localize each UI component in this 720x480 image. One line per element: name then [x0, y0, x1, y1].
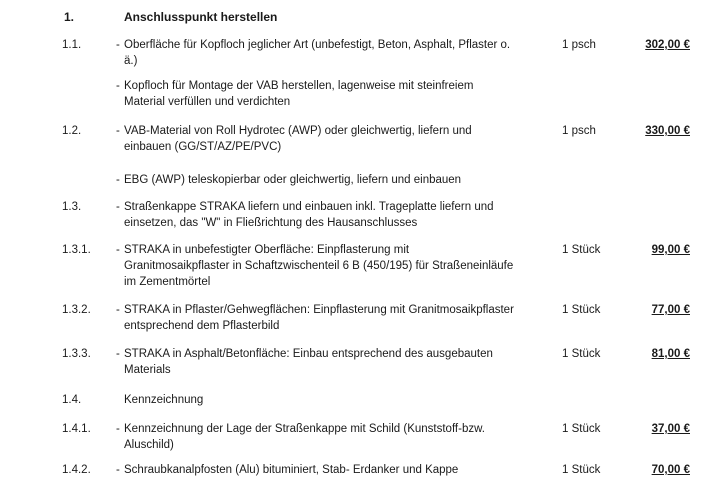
item-number: 1.1.: [62, 39, 82, 51]
item-description: Kennzeichnung: [124, 394, 204, 406]
item-quantity: 1 psch: [562, 39, 596, 51]
item-description: EBG (AWP) teleskopierbar oder gleichwertig, liefern und einbauen: [124, 174, 462, 186]
item-number: 1.2.: [62, 125, 82, 137]
item-dash: -: [116, 80, 120, 92]
item-price: 77,00 €: [651, 304, 690, 316]
item-number: 1.3.1.: [62, 244, 91, 256]
item-dash: -: [116, 348, 120, 360]
item-dash: -: [116, 464, 120, 476]
item-price: 70,00 €: [651, 464, 690, 476]
item-dash: -: [116, 244, 120, 256]
item-description: STRAKA in unbefestigter Oberfläche: Einpflasterung mit Granitmosaikpflaster in Schaftzwischenteil 6 B (450/195) für Straßeneinläufe im Zementmörtel: [124, 244, 514, 288]
item-quantity: 1 psch: [562, 125, 596, 137]
item-number: 1.3.3.: [62, 348, 91, 360]
item-price: 330,00 €: [645, 125, 690, 137]
item-quantity: 1 Stück: [562, 304, 601, 316]
item-dash: -: [116, 39, 120, 51]
item-price: 99,00 €: [651, 244, 690, 256]
item-quantity: 1 Stück: [562, 464, 601, 476]
item-number: 1.3.: [62, 201, 82, 213]
item-description: STRAKA in Pflaster/Gehwegflächen: Einpflasterung mit Granitmosaikpflaster entsprechend dem Pflasterbild: [124, 304, 514, 332]
item-quantity: 1 Stück: [562, 423, 601, 435]
section-number: 1.: [64, 10, 75, 24]
item-description: Schraubkanalpfosten (Alu) bituminiert, Stab- Erdanker und Kappe: [124, 464, 459, 476]
item-description: Kennzeichnung der Lage der Straßenkappe mit Schild (Kunststoff-bzw. Aluschild): [124, 423, 485, 451]
item-price: 302,00 €: [645, 39, 690, 51]
item-dash: -: [116, 174, 120, 186]
item-number: 1.4.: [62, 394, 82, 406]
item-description: VAB-Material von Roll Hydrotec (AWP) oder gleichwertig, liefern und einbauen (GG/ST/AZ/PE/PVC): [124, 125, 472, 153]
item-description: Oberfläche für Kopfloch jeglicher Art (unbefestigt, Beton, Asphalt, Pflaster o. ä.): [124, 39, 511, 67]
item-description: STRAKA in Asphalt/Betonfläche: Einbau entsprechend des ausgebauten Materials: [124, 348, 493, 376]
item-number: 1.3.2.: [62, 304, 91, 316]
item-dash: -: [116, 423, 120, 435]
section-title: Anschlusspunkt herstellen: [124, 10, 278, 24]
item-description: Kopfloch für Montage der VAB herstellen, lagenweise mit steinfreiem Material verfüllen und verdichten: [124, 80, 474, 108]
item-number: 1.4.1.: [62, 423, 91, 435]
item-dash: -: [116, 304, 120, 316]
item-dash: -: [116, 201, 120, 213]
item-price: 37,00 €: [651, 423, 690, 435]
item-dash: -: [116, 125, 120, 137]
item-price: 81,00 €: [651, 348, 690, 360]
item-description: Straßenkappe STRAKA liefern und einbauen inkl. Trageplatte liefern und einsetzen, das "W" in Fließrichtung des Hausanschlusses: [124, 201, 494, 229]
item-number: 1.4.2.: [62, 464, 91, 476]
item-quantity: 1 Stück: [562, 348, 601, 360]
item-quantity: 1 Stück: [562, 244, 601, 256]
